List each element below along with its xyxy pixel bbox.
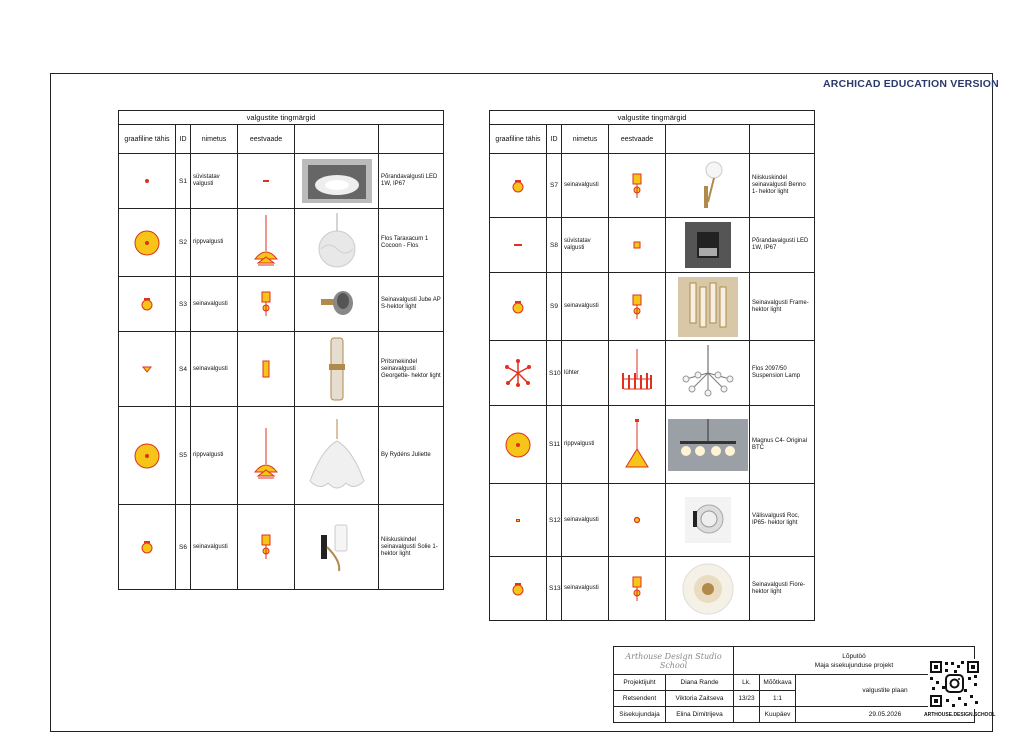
elevation-symbol-icon	[238, 505, 295, 590]
table-row	[119, 209, 444, 277]
row-description: Niiskuskindel seinavalgusti Solie 1- hektor light	[379, 505, 444, 590]
row-id: S13	[547, 557, 562, 621]
row-id: S1	[176, 154, 191, 209]
row-description: Magnus C4- Original BTC	[750, 406, 815, 484]
row-description: By Rydéns Juliette	[379, 407, 444, 505]
plan-symbol-icon	[490, 557, 547, 621]
elevation-symbol-icon	[238, 154, 295, 209]
row-id: S8	[547, 218, 562, 273]
scale-label: Mõõtkava	[760, 675, 796, 691]
plan-symbol-icon	[119, 407, 176, 505]
plan-symbol-icon	[490, 154, 547, 218]
plan-symbol-icon	[119, 332, 176, 407]
qr-label: ARTHOUSE.DESIGN.SCHOOL	[924, 712, 996, 718]
header-symbol: graafiline tähis	[119, 125, 176, 154]
table-row	[490, 557, 815, 621]
row-id: S10	[547, 341, 562, 406]
row-name: seinavalgusti	[562, 154, 609, 218]
row-name: seinavalgusti	[191, 505, 238, 590]
header-view: eestvaade	[609, 125, 666, 154]
header-desc	[750, 125, 815, 154]
row-name: süvistatav valgusti	[191, 154, 238, 209]
qr-code-icon	[928, 659, 981, 709]
sheet-name: valgustite plaan	[796, 675, 975, 707]
leader-label: Projektijuht	[614, 675, 666, 691]
row-description: Põrandavalgusti LED 1W, IP67	[379, 154, 444, 209]
row-id: S9	[547, 273, 562, 341]
row-id: S12	[547, 484, 562, 557]
row-name: lühter	[562, 341, 609, 406]
row-description: Seinavalgusti Fiore- hektor light	[750, 557, 815, 621]
reviewer-label: Retsendent	[614, 691, 666, 707]
elevation-symbol-icon	[609, 341, 666, 406]
plan-symbol-icon	[119, 277, 176, 332]
table-row	[490, 341, 815, 406]
elevation-symbol-icon	[609, 406, 666, 484]
designer-value: Elina Dimitrijeva	[666, 707, 734, 723]
elevation-symbol-icon	[238, 407, 295, 505]
table-row	[119, 332, 444, 407]
plan-symbol-icon	[490, 218, 547, 273]
legend-table-right	[489, 110, 815, 621]
elevation-symbol-icon	[609, 273, 666, 341]
row-name: rippvalgusti	[191, 407, 238, 505]
row-name: seinavalgusti	[191, 332, 238, 407]
row-description: Niiskuskindel seinavalgusti Benno 1- hektor light	[750, 154, 815, 218]
elevation-symbol-icon	[238, 277, 295, 332]
elevation-symbol-icon	[609, 484, 666, 557]
designer-label: Sisekujundaja	[614, 707, 666, 723]
row-id: S5	[176, 407, 191, 505]
table-row	[490, 218, 815, 273]
header-name: nimetus	[191, 125, 238, 154]
leader-value: Diana Rande	[666, 675, 734, 691]
row-id: S7	[547, 154, 562, 218]
scale-value: 1:1	[760, 691, 796, 707]
row-name: rippvalgusti	[562, 406, 609, 484]
elevation-symbol-icon	[609, 557, 666, 621]
blank-cell	[734, 707, 760, 723]
plan-symbol-icon	[490, 484, 547, 557]
product-photo	[295, 505, 379, 590]
plan-symbol-icon	[490, 341, 547, 406]
row-name: seinavalgusti	[191, 277, 238, 332]
product-photo	[295, 154, 379, 209]
elevation-symbol-icon	[238, 209, 295, 277]
row-description: Flos Taraxacum 1 Cocoon - Flos	[379, 209, 444, 277]
row-name: süvistatav valgusti	[562, 218, 609, 273]
studio-logo: Arthouse Design Studio School	[614, 647, 734, 675]
plan-symbol-icon	[490, 273, 547, 341]
plan-symbol-icon	[119, 154, 176, 209]
date-value: 29.05.2026	[796, 707, 975, 723]
table-row	[490, 406, 815, 484]
project-title: Lõputöö Maja sisekujunduse projekt	[734, 647, 975, 675]
row-description: Välisvalgusti Roc, IP65- hektor light	[750, 484, 815, 557]
table-row	[119, 154, 444, 209]
elevation-symbol-icon	[609, 218, 666, 273]
table-row	[490, 484, 815, 557]
table-title: valgustite tingmärgid	[119, 111, 444, 125]
row-description: Põrandavalgusti LED 1W, IP67	[750, 218, 815, 273]
table-row	[119, 407, 444, 505]
product-photo	[295, 209, 379, 277]
product-photo	[666, 154, 750, 218]
product-photo	[666, 406, 750, 484]
header-id: ID	[547, 125, 562, 154]
row-id: S11	[547, 406, 562, 484]
edition-label: ARCHICAD EDUCATION VERSION	[823, 78, 999, 90]
elevation-symbol-icon	[238, 332, 295, 407]
row-id: S2	[176, 209, 191, 277]
plan-symbol-icon	[490, 406, 547, 484]
header-symbol: graafiline tähis	[490, 125, 547, 154]
row-id: S6	[176, 505, 191, 590]
row-description: Pritsmekindel seinavalgusti Georgette- hektor light	[379, 332, 444, 407]
product-photo	[295, 332, 379, 407]
header-photo	[666, 125, 750, 154]
table-title: valgustite tingmärgid	[490, 111, 815, 125]
table-row	[490, 154, 815, 218]
page-value: 13/23	[734, 691, 760, 707]
header-view: eestvaade	[238, 125, 295, 154]
table-row	[119, 277, 444, 332]
header-desc	[379, 125, 444, 154]
date-label: Kuupäev	[760, 707, 796, 723]
header-name: nimetus	[562, 125, 609, 154]
row-description: Seinavalgusti Frame- hektor light	[750, 273, 815, 341]
row-name: seinavalgusti	[562, 273, 609, 341]
product-photo	[295, 407, 379, 505]
table-row	[490, 273, 815, 341]
plan-symbol-icon	[119, 505, 176, 590]
legend-table-left	[118, 110, 444, 590]
row-description: Seinavalgusti Jube AP S-hektor light	[379, 277, 444, 332]
reviewer-value: Viktoria Zaitseva	[666, 691, 734, 707]
product-photo	[666, 218, 750, 273]
row-id: S3	[176, 277, 191, 332]
row-name: seinavalgusti	[562, 557, 609, 621]
header-photo	[295, 125, 379, 154]
product-photo	[666, 557, 750, 621]
row-name: seinavalgusti	[562, 484, 609, 557]
row-id: S4	[176, 332, 191, 407]
page-label: Lk.	[734, 675, 760, 691]
title-block	[613, 646, 975, 723]
product-photo	[666, 341, 750, 406]
product-photo	[666, 484, 750, 557]
product-photo	[666, 273, 750, 341]
plan-symbol-icon	[119, 209, 176, 277]
row-description: Flos 2097/50 Suspension Lamp	[750, 341, 815, 406]
elevation-symbol-icon	[609, 154, 666, 218]
header-id: ID	[176, 125, 191, 154]
row-name: rippvalgusti	[191, 209, 238, 277]
product-photo	[295, 277, 379, 332]
table-row	[119, 505, 444, 590]
